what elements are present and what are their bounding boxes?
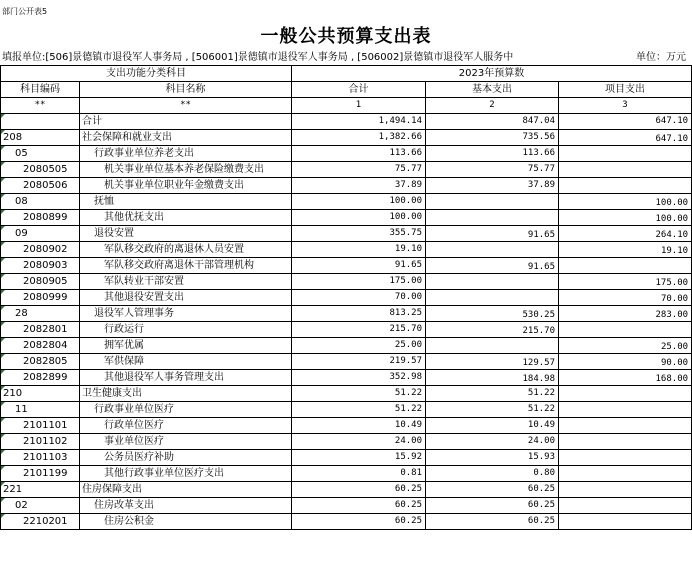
- table-row: [1, 322, 692, 338]
- cell-total: 352.98: [292, 370, 426, 386]
- cell-project: [559, 482, 692, 498]
- cell-total: 100.00: [292, 210, 426, 226]
- group-header-function-class: 支出功能分类科目: [1, 66, 292, 82]
- cell-basic: 113.66: [426, 146, 559, 162]
- table-row: [1, 242, 692, 258]
- table-row: [1, 114, 692, 130]
- cell-name: 机关事业单位基本养老保险缴费支出: [80, 162, 292, 178]
- cell-basic: 51.22: [426, 402, 559, 418]
- table-row: [1, 178, 692, 194]
- cell-name: 军队移交政府的离退休人员安置: [80, 242, 292, 258]
- table-row: [1, 274, 692, 290]
- cell-code: 2101101: [1, 418, 80, 434]
- table-row: [1, 338, 692, 354]
- cell-name: 军队转业干部安置: [80, 274, 292, 290]
- cell-name: 其他退役安置支出: [80, 290, 292, 306]
- cell-total: 215.70: [292, 322, 426, 338]
- cell-basic: 75.77: [426, 162, 559, 178]
- cell-project: 647.10: [559, 114, 692, 130]
- cell-basic: 129.57: [426, 354, 559, 370]
- header-row-columns: [1, 82, 692, 98]
- cell-name: 拥军优属: [80, 338, 292, 354]
- cell-total: 24.00: [292, 434, 426, 450]
- cell-basic: 10.49: [426, 418, 559, 434]
- index-code: **: [1, 98, 80, 114]
- cell-total: 60.25: [292, 514, 426, 530]
- cell-basic: 60.25: [426, 482, 559, 498]
- cell-project: [559, 450, 692, 466]
- cell-total: 51.22: [292, 386, 426, 402]
- cell-code: 2082805: [1, 354, 80, 370]
- table-row: [1, 386, 692, 402]
- cell-project: [559, 434, 692, 450]
- cell-basic: 847.04: [426, 114, 559, 130]
- cell-basic: 91.65: [426, 226, 559, 242]
- cell-code: 2101103: [1, 450, 80, 466]
- cell-name: 行政事业单位养老支出: [80, 146, 292, 162]
- cell-basic: 530.25: [426, 306, 559, 322]
- cell-code: 2080902: [1, 242, 80, 258]
- cell-name: 抚恤: [80, 194, 292, 210]
- cell-project: [559, 514, 692, 530]
- cell-name: 社会保障和就业支出: [80, 130, 292, 146]
- cell-code: 28: [1, 306, 80, 322]
- cell-name: 其他行政事业单位医疗支出: [80, 466, 292, 482]
- cell-total: 0.81: [292, 466, 426, 482]
- cell-project: 100.00: [559, 194, 692, 210]
- cell-name: 住房保障支出: [80, 482, 292, 498]
- cell-code: 221: [1, 482, 80, 498]
- cell-basic: [426, 194, 559, 210]
- cell-total: 51.22: [292, 402, 426, 418]
- expenditure-table: [0, 65, 692, 530]
- cell-total: 75.77: [292, 162, 426, 178]
- cell-code: 2082801: [1, 322, 80, 338]
- group-header-budget-2023: 2023年预算数: [292, 66, 692, 82]
- cell-total: 70.00: [292, 290, 426, 306]
- table-row: [1, 434, 692, 450]
- cell-basic: 51.22: [426, 386, 559, 402]
- cell-total: 19.10: [292, 242, 426, 258]
- table-row: [1, 370, 692, 386]
- cell-total: 355.75: [292, 226, 426, 242]
- cell-code: 2080903: [1, 258, 80, 274]
- cell-project: 168.00: [559, 370, 692, 386]
- cell-project: [559, 178, 692, 194]
- table-row: [1, 210, 692, 226]
- table-row: [1, 306, 692, 322]
- cell-code: 2080506: [1, 178, 80, 194]
- cell-code: 208: [1, 130, 80, 146]
- cell-basic: 0.80: [426, 466, 559, 482]
- table-row: [1, 402, 692, 418]
- column-header-project: 项目支出: [559, 82, 692, 98]
- filler-unit-text: 填报单位:[506]景德镇市退役军人事务局 , [506001]景德镇市退役军人事务局 , [506002]景德镇市退役军人服务中: [2, 52, 514, 63]
- cell-total: 219.57: [292, 354, 426, 370]
- cell-basic: [426, 290, 559, 306]
- table-row: [1, 226, 692, 242]
- cell-total: 60.25: [292, 482, 426, 498]
- cell-project: 90.00: [559, 354, 692, 370]
- cell-name: 卫生健康支出: [80, 386, 292, 402]
- cell-project: [559, 258, 692, 274]
- cell-project: [559, 146, 692, 162]
- cell-project: 175.00: [559, 274, 692, 290]
- cell-basic: [426, 274, 559, 290]
- cell-project: 19.10: [559, 242, 692, 258]
- cell-total: 60.25: [292, 498, 426, 514]
- cell-name: 行政运行: [80, 322, 292, 338]
- table-row: [1, 162, 692, 178]
- cell-code: 2082899: [1, 370, 80, 386]
- cell-project: 283.00: [559, 306, 692, 322]
- cell-basic: 735.56: [426, 130, 559, 146]
- cell-basic: 184.98: [426, 370, 559, 386]
- cell-name: 事业单位医疗: [80, 434, 292, 450]
- cell-basic: 91.65: [426, 258, 559, 274]
- index-total: 1: [292, 98, 426, 114]
- cell-project: [559, 162, 692, 178]
- currency-unit: 单位：万元: [636, 52, 686, 63]
- cell-code: 2080505: [1, 162, 80, 178]
- filler-unit-line: [2, 48, 688, 62]
- column-header-total: 合计: [292, 82, 426, 98]
- table-row: [1, 290, 692, 306]
- table-row: [1, 258, 692, 274]
- cell-total: 15.92: [292, 450, 426, 466]
- cell-total: 175.00: [292, 274, 426, 290]
- cell-name: 机关事业单位职业年金缴费支出: [80, 178, 292, 194]
- cell-project: [559, 386, 692, 402]
- cell-total: 1,494.14: [292, 114, 426, 130]
- cell-project: 25.00: [559, 338, 692, 354]
- cell-total: 113.66: [292, 146, 426, 162]
- table-row: [1, 466, 692, 482]
- cell-name: 行政单位医疗: [80, 418, 292, 434]
- table-row: [1, 418, 692, 434]
- cell-project: [559, 402, 692, 418]
- cell-basic: 24.00: [426, 434, 559, 450]
- cell-code: 05: [1, 146, 80, 162]
- column-header-basic: 基本支出: [426, 82, 559, 98]
- cell-name: 住房改革支出: [80, 498, 292, 514]
- cell-code: 02: [1, 498, 80, 514]
- table-row: [1, 354, 692, 370]
- cell-basic: [426, 210, 559, 226]
- cell-project: [559, 322, 692, 338]
- cell-code: [1, 114, 80, 130]
- cell-total: 91.65: [292, 258, 426, 274]
- cell-name: 住房公积金: [80, 514, 292, 530]
- table-row: [1, 194, 692, 210]
- cell-name: 军供保障: [80, 354, 292, 370]
- cell-name: 公务员医疗补助: [80, 450, 292, 466]
- cell-code: 2082804: [1, 338, 80, 354]
- header-row-index: [1, 98, 692, 114]
- cell-basic: 60.25: [426, 498, 559, 514]
- table-row: [1, 130, 692, 146]
- column-header-name: 科目名称: [80, 82, 292, 98]
- cell-code: 2101199: [1, 466, 80, 482]
- form-number: 部门公开表5: [2, 7, 48, 16]
- cell-name: 退役安置: [80, 226, 292, 242]
- cell-code: 2080905: [1, 274, 80, 290]
- cell-name: 合计: [80, 114, 292, 130]
- cell-name: 退役军人管理事务: [80, 306, 292, 322]
- cell-total: 37.89: [292, 178, 426, 194]
- cell-name: 行政事业单位医疗: [80, 402, 292, 418]
- cell-code: 2101102: [1, 434, 80, 450]
- cell-name: 其他优抚支出: [80, 210, 292, 226]
- cell-total: 813.25: [292, 306, 426, 322]
- cell-code: 210: [1, 386, 80, 402]
- cell-project: 264.10: [559, 226, 692, 242]
- cell-project: [559, 418, 692, 434]
- cell-code: 11: [1, 402, 80, 418]
- cell-total: 100.00: [292, 194, 426, 210]
- cell-basic: 215.70: [426, 322, 559, 338]
- header-row-group: [1, 66, 692, 82]
- page-title: 一般公共预算支出表: [260, 26, 432, 47]
- cell-basic: [426, 242, 559, 258]
- cell-name: 军队移交政府离退休干部管理机构: [80, 258, 292, 274]
- cell-code: 2080899: [1, 210, 80, 226]
- cell-basic: 60.25: [426, 514, 559, 530]
- cell-project: 647.10: [559, 130, 692, 146]
- cell-project: 70.00: [559, 290, 692, 306]
- cell-basic: [426, 338, 559, 354]
- cell-code: 09: [1, 226, 80, 242]
- table-row: [1, 482, 692, 498]
- cell-code: 2080999: [1, 290, 80, 306]
- cell-basic: 15.93: [426, 450, 559, 466]
- cell-code: 2210201: [1, 514, 80, 530]
- cell-total: 25.00: [292, 338, 426, 354]
- cell-total: 10.49: [292, 418, 426, 434]
- cell-project: 100.00: [559, 210, 692, 226]
- cell-project: [559, 466, 692, 482]
- table-row: [1, 514, 692, 530]
- index-project: 3: [559, 98, 692, 114]
- cell-total: 1,382.66: [292, 130, 426, 146]
- index-name: **: [80, 98, 292, 114]
- table-row: [1, 146, 692, 162]
- table-row: [1, 450, 692, 466]
- column-header-code: 科目编码: [1, 82, 80, 98]
- table-row: [1, 498, 692, 514]
- cell-project: [559, 498, 692, 514]
- index-basic: 2: [426, 98, 559, 114]
- cell-code: 08: [1, 194, 80, 210]
- cell-basic: 37.89: [426, 178, 559, 194]
- cell-name: 其他退役军人事务管理支出: [80, 370, 292, 386]
